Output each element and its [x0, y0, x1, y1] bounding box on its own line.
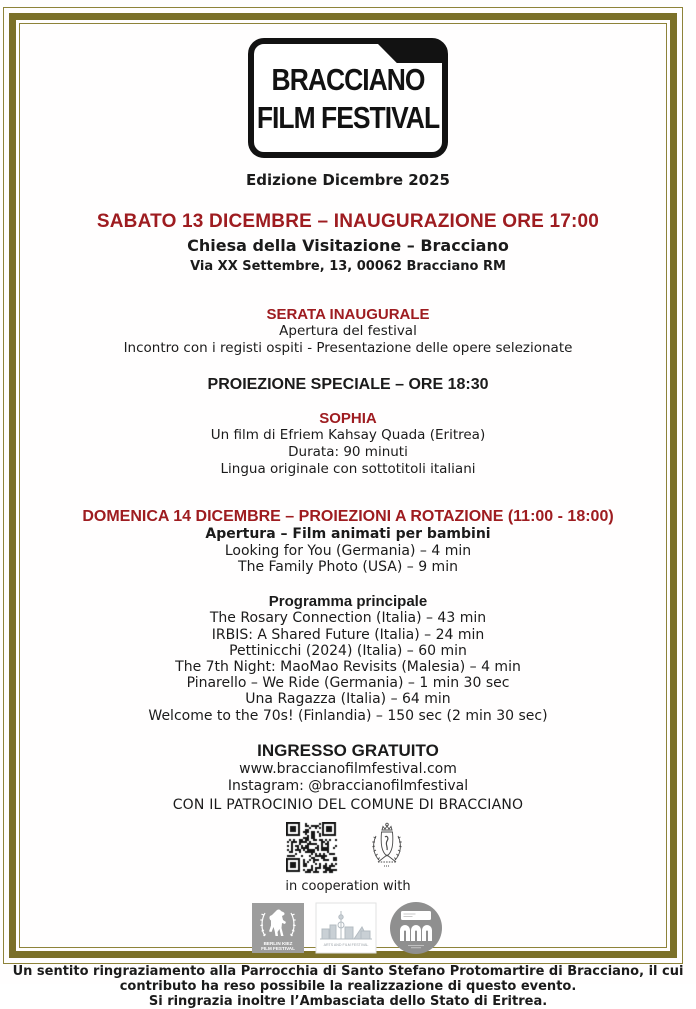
film-title-sophia: SOPHIA: [319, 410, 377, 427]
festival-logo: [248, 38, 448, 158]
bracciano-coat-of-arms-icon: [364, 822, 410, 874]
serata-heading: SERATA INAUGURALE: [266, 306, 430, 323]
qr-code: [286, 822, 338, 875]
thanks-line: contributo ha reso possibile la realizzazione di questo evento.: [119, 979, 577, 995]
clapperboard-notch-icon: [377, 43, 443, 63]
venue: Chiesa della Visitazione – Bracciano: [187, 236, 509, 255]
opening-heading: Apertura – Film animati per bambini: [205, 526, 491, 542]
logo-line1: BRACCIANO: [271, 63, 425, 97]
program-heading: Programma principale: [268, 593, 428, 611]
film-item: Welcome to the 70s! (Finlandia) – 150 sec (2 min 30 sec): [148, 707, 548, 724]
film-detail: Un film di Efriem Kahsay Quada (Eritrea): [210, 427, 486, 443]
svg-text:FILM FESTIVAL: FILM FESTIVAL: [261, 945, 295, 951]
edition-subtitle: Edizione Dicembre 2025: [246, 171, 450, 189]
film-detail: Durata: 90 minuti: [288, 444, 408, 460]
address: Via XX Settembre, 13, 00062 Bracciano RM: [190, 259, 506, 274]
film-detail: Lingua originale con sottotitoli italiani: [220, 461, 476, 477]
film-item: Looking for You (Germania) – 4 min: [224, 543, 472, 559]
serata-line: Apertura del festival: [279, 323, 417, 339]
film-item: Pinarello – We Ride (Germania) – 1 min 30 sec: [186, 675, 510, 692]
thanks-line: Si ringrazia inoltre l’Ambasciata dello Stato di Eritrea.: [148, 994, 548, 1009]
berlin-kiez-film-festival-logo: [252, 903, 304, 953]
free-admission-heading: INGRESSO GRATUITO: [257, 740, 439, 760]
cooperation-label: in cooperation with: [285, 878, 411, 894]
logo-line2: FILM FESTIVAL: [256, 101, 440, 135]
aqueduct-circle-logo: [388, 900, 444, 956]
saturday-title: SABATO 13 DICEMBRE – INAUGURAZIONE ORE 17:00: [96, 211, 600, 232]
special-screening-heading: PROIEZIONE SPECIALE – ORE 18:30: [207, 376, 489, 393]
instagram-text: Instagram: @braccianofilmfestival: [227, 777, 469, 794]
film-item: The Rosary Connection (Italia) – 43 min: [209, 610, 487, 627]
thanks-line: Un sentito ringraziamento alla Parrocchia di Santo Stefano Protomartire di Bracciano, il cui: [12, 963, 684, 979]
film-item: Pettinicchi (2024) (Italia) – 60 min: [229, 642, 467, 659]
film-item: The 7th Night: MaoMao Revisits (Malesia) – 4 min: [175, 659, 521, 676]
patronage-text: CON IL PATROCINIO DEL COMUNE DI BRACCIANO: [172, 796, 524, 813]
serata-line: Incontro con i registi ospiti - Presentazione delle opere selezionate: [123, 340, 573, 356]
sunday-title: DOMENICA 14 DICEMBRE – PROIEZIONI A ROTAZIONE (11:00 - 18:00): [82, 508, 614, 525]
svg-text:ARTS AND FILM FESTIVAL: ARTS AND FILM FESTIVAL: [323, 942, 369, 947]
film-item: Una Ragazza (Italia) – 64 min: [245, 691, 451, 708]
film-item: The Family Photo (USA) – 9 min: [238, 559, 458, 576]
arts-and-film-festival-skyline-logo: [316, 903, 376, 953]
film-item: IRBIS: A Shared Future (Italia) – 24 min: [211, 626, 485, 643]
svg-text:BERLIN KIEZ: BERLIN KIEZ: [263, 940, 293, 946]
website-text: www.braccianofilmfestival.com: [239, 760, 457, 777]
